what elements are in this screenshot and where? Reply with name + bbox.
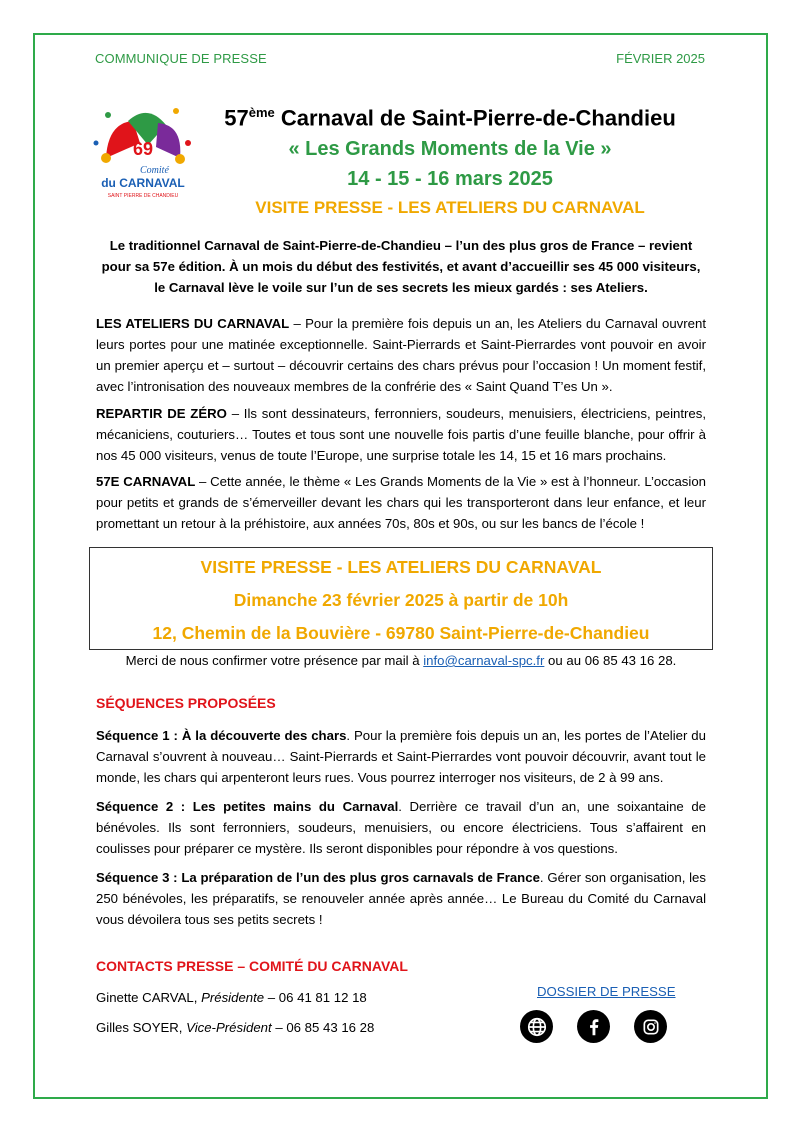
globe-icon[interactable] [520, 1010, 553, 1043]
paragraph-repartir: REPARTIR DE ZÉRO – Ils sont dessinateurs, ferronniers, soudeurs, menuisiers, électriciens, peintres, mécaniciens, couturiers… Toutes et tous sont une nouvelle fois partis d’une feuille blanche, pour offrir à nos 45 000 visiteurs, venus de toute l’Europe, une surprise totale les 14, 15 et 16 mars prochains. [96, 406, 706, 463]
press-release-label: COMMUNIQUE DE PRESSE [95, 51, 267, 66]
visit-title: VISITE PRESSE - LES ATELIERS DU CARNAVAL [255, 198, 645, 218]
paragraph-57e: 57E CARNAVAL – Cette année, le thème « Les Grands Moments de la Vie » est à l’honneur. L’occasion pour petits et grands de s’émerveiller devant les chars qui les transporteront dans leur enfance, et leur promettant un retour à la préhistoire, aux années 70s, 80s et 90s, ou sur les bancs de l’école ! [96, 474, 706, 531]
facebook-icon[interactable] [577, 1010, 610, 1043]
press-kit-link[interactable]: DOSSIER DE PRESSE [537, 984, 676, 999]
main-title: 57ème Carnaval de Saint-Pierre-de-Chandieu [224, 105, 676, 131]
sequence-1: Séquence 1 : À la découverte des chars. Pour la première fois depuis un an, les portes de l’Atelier du Carnaval s’ouvrent à nouveau… Saint-Pierrards et Saint-Pierrardes vont pouvoir découvrir, avant tout le monde, les chars qui arpenteront leurs rues. Vous pourrez interroger nos visiteurs, de 2 à 99 ans. [96, 728, 706, 785]
visit-info-box [89, 547, 713, 650]
sequence-2: Séquence 2 : Les petites mains du Carnaval. Derrière ce travail d’un an, une soixantaine de bénévoles. Ils sont ferronniers, soudeurs, menuisiers, ou encore électriciens. Tous s’affairent en coulisses pour préparer ce mystère. Ils seront disponibles pour répondre à vos questions. [96, 799, 706, 856]
box-visit-date: Dimanche 23 février 2025 à partir de 10h [233, 590, 569, 610]
contact-vice-president: Gilles SOYER, Vice-Président – 06 85 43 16 28 [96, 1020, 375, 1035]
contacts-heading: CONTACTS PRESSE – COMITÉ DU CARNAVAL [96, 958, 408, 974]
email-link[interactable]: info@carnaval-spc.fr [423, 653, 545, 668]
svg-text:Comité: Comité [140, 165, 169, 176]
event-dates: 14 - 15 - 16 mars 2025 [347, 168, 553, 191]
social-icons [520, 1010, 667, 1043]
title-block [200, 98, 700, 222]
box-visit-address: 12, Chemin de la Bouvière - 69780 Saint-Pierre-de-Chandieu [152, 623, 650, 643]
rsvp-line: Merci de nous confirmer votre présence par mail à info@carnaval-spc.fr ou au 06 85 43 16 28. [125, 653, 677, 668]
sequences-heading: SÉQUENCES PROPOSÉES [96, 695, 276, 711]
instagram-icon[interactable] [634, 1010, 667, 1043]
contact-president: Ginette CARVAL, Présidente – 06 41 81 12 18 [96, 990, 367, 1005]
date-label: FÉVRIER 2025 [616, 51, 705, 66]
theme-title: « Les Grands Moments de la Vie » [288, 138, 612, 161]
carnaval-logo [88, 103, 198, 203]
paragraph-ateliers: LES ATELIERS DU CARNAVAL – Pour la première fois depuis un an, les Ateliers du Carnaval ouvrent leurs portes pour une matinée exceptionnelle. Saint-Pierrards et Saint-Pierrardes vont pouvoir en avoir un premier aperçu et – surtout – découvrir certains des chars prévus pour l’occasion ! Un moment festif, avec l’intronisation des nouveaux membres de la confrérie des « Saint Quand T’es Un ». [96, 316, 706, 394]
svg-text:SAINT PIERRE DE CHANDIEU: SAINT PIERRE DE CHANDIEU [107, 193, 179, 199]
box-visit-title: VISITE PRESSE - LES ATELIERS DU CARNAVAL [200, 557, 602, 577]
sequence-3: Séquence 3 : La préparation de l’un des plus gros carnavals de France. Gérer son organisation, les 250 bénévoles, les préparatifs, se renouveler année après année… Le Bureau du Comité du Carnaval vous dévoilera tous ses petits secrets ! [96, 870, 706, 927]
intro-paragraph: Le traditionnel Carnaval de Saint-Pierre-de-Chandieu – l’un des plus gros de France – revient pour sa 57e édition. À un mois du début des festivités, et avant d’accueillir ses 45 000 visiteurs, le Carnaval lève le voile sur l’un de ses secrets les mieux gardés : ses Ateliers. [101, 238, 701, 295]
svg-text:69: 69 [132, 139, 154, 159]
svg-text:du CARNAVAL: du CARNAVAL [101, 176, 185, 190]
